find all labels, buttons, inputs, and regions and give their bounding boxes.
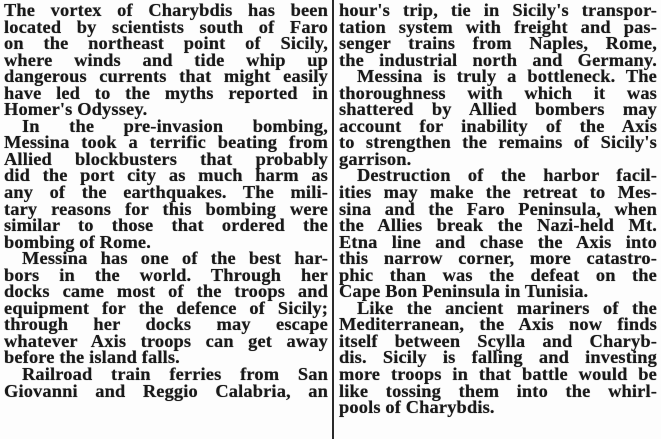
text-line: tation system with freight and pas- xyxy=(339,16,657,37)
text-line: equipment for the defence of Sicily; xyxy=(4,297,328,318)
text-line: Destruction of the harbor facil- xyxy=(357,165,657,186)
text-line: located by scientists south of Faro xyxy=(4,16,328,37)
text-line: to strengthen the remains of Sicily's xyxy=(339,132,657,153)
text-line: The vortex of Charybdis has been xyxy=(4,0,328,20)
text-line: dangerous currents that might easily xyxy=(4,66,328,87)
column-divider xyxy=(332,0,334,439)
left-column xyxy=(4,2,328,399)
text-line: ities may make the retreat to Mes- xyxy=(339,182,657,203)
text-line: pools of Charybdis. xyxy=(339,397,495,418)
text-line: hour's trip, tie in Sicily's transpor- xyxy=(339,0,657,20)
text-line: Messina is truly a bottleneck. The xyxy=(357,66,657,87)
text-line: have led to the myths reported in xyxy=(4,82,328,103)
text-line: In the pre-invasion bombing, xyxy=(22,115,328,136)
text-line: like tossing them into the whirl- xyxy=(339,380,657,401)
text-line: shattered by Allied bombers may xyxy=(339,99,657,120)
text-line: this narrow corner, more catastro- xyxy=(339,248,657,269)
right-column xyxy=(339,2,657,416)
text-line: any of the earthquakes. The mili- xyxy=(4,182,328,203)
text-line: similar to those that ordered the xyxy=(4,215,328,236)
text-line: on the northeast point of Sicily, xyxy=(4,33,328,54)
text-line: the industrial north and Germany. xyxy=(339,49,657,70)
text-line: tary reasons for this bombing were xyxy=(4,198,328,219)
text-line: thoroughness with which it was xyxy=(339,82,657,103)
text-line: Mediterranean, the Axis now finds xyxy=(339,314,657,335)
text-line: phic than was the defeat on the xyxy=(339,264,657,285)
text-line: itself between Scylla and Charyb- xyxy=(339,330,657,351)
text-line: Cape Bon Peninsula in Tunisia. xyxy=(339,281,589,302)
text-line: Giovanni and Reggio Calabria, an xyxy=(4,380,328,401)
text-line: through her docks may escape xyxy=(4,314,328,335)
text-line: more troops in that battle would be xyxy=(339,364,657,385)
text-line: docks came most of the troops and xyxy=(4,281,328,302)
text-line: senger trains from Naples, Rome, xyxy=(339,33,657,54)
text-line: bombing of Rome. xyxy=(4,231,151,252)
text-line: before the island falls. xyxy=(4,347,180,368)
text-line: Railroad train ferries from San xyxy=(22,364,328,385)
text-line: Messina took a terrific beating from xyxy=(4,132,328,153)
text-line: where winds and tide whip up xyxy=(4,49,328,70)
text-line: Allied blockbusters that probably xyxy=(4,148,328,169)
text-line: Like the ancient mariners of the xyxy=(357,297,657,318)
text-line: Messina has one of the best har- xyxy=(22,248,328,269)
text-line: did the port city as much harm as xyxy=(4,165,328,186)
text-line: sina and the Faro Peninsula, when xyxy=(339,198,657,219)
text-line: Etna line and chase the Axis into xyxy=(339,231,657,252)
text-line: dis. Sicily is falling and investing xyxy=(339,347,657,368)
text-line: account for inability of the Axis xyxy=(339,115,657,136)
text-line: whatever Axis troops can get away xyxy=(4,330,328,351)
text-line: the Allies break the Nazi-held Mt. xyxy=(339,215,657,236)
text-line: bors in the world. Through her xyxy=(4,264,328,285)
text-line: Homer's Odyssey. xyxy=(4,99,148,120)
text-line: garrison. xyxy=(339,148,412,169)
